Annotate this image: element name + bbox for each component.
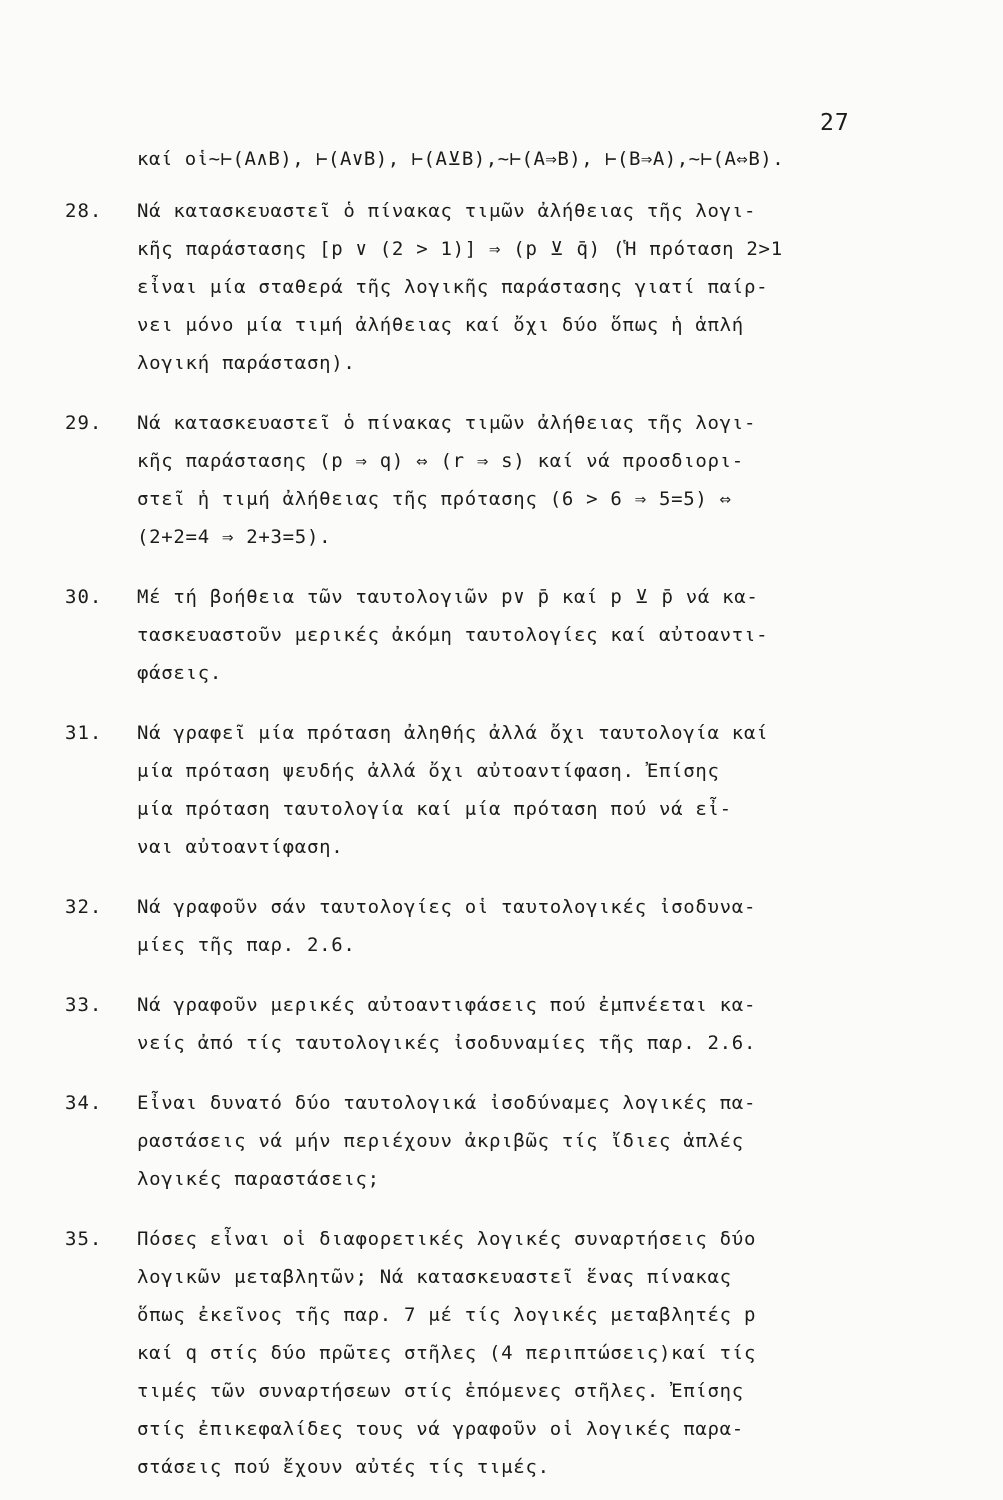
exercise-line: νείς ἀπό τίς ταυτολογικές ἰσοδυναμίες τῆς παρ. 2.6. [137, 1032, 757, 1054]
exercise-35 [65, 1220, 880, 1486]
exercise-line: κῆς παράστασης [p ∨ (2 > 1)] ⇒ (p ⊻ q̄) (Ἡ πρόταση 2>1 [137, 238, 783, 260]
exercise-line: Εἶναι δυνατό δύο ταυτολογικά ἰσοδύναμες λογικές πα- [137, 1092, 757, 1114]
exercise-line: τιμές τῶν συναρτήσεων στίς ἑπόμενες στῆλες. Ἐπίσης [137, 1380, 744, 1402]
exercise-29 [65, 404, 880, 556]
exercise-list [65, 140, 880, 1486]
exercise-32 [65, 888, 880, 964]
exercise-text [137, 578, 880, 692]
exercise-28 [65, 192, 880, 382]
exercise-line: Πόσες εἶναι οἱ διαφορετικές λογικές συναρτήσεις δύο [137, 1228, 757, 1250]
exercise-line: τασκευαστοῦν μερικές ἀκόμη ταυτολογίες καί αὐτοαντι- [137, 624, 769, 646]
exercise-line: μία πρόταση ταυτολογία καί μία πρόταση πού νά εἶ- [137, 798, 732, 820]
exercise-number: 28. [65, 200, 103, 222]
exercise-line: καί q στίς δύο πρῶτες στῆλες (4 περιπτώσεις)καί τίς [137, 1342, 757, 1364]
exercise-number: 31. [65, 722, 103, 744]
exercise-line: μίες τῆς παρ. 2.6. [137, 934, 356, 956]
exercise-line: φάσεις. [137, 662, 222, 684]
exercise-number: 29. [65, 412, 103, 434]
exercise-line: Νά γραφεῖ μία πρόταση ἀληθής ἀλλά ὄχι ταυτολογία καί [137, 722, 769, 744]
exercise-34 [65, 1084, 880, 1198]
exercise-text [137, 404, 880, 556]
exercise-line: Νά γραφοῦν μερικές αὐτοαντιφάσεις πού ἐμπνέεται κα- [137, 994, 757, 1016]
exercise-line: Νά κατασκευαστεῖ ὁ πίνακας τιμῶν ἀλήθειας τῆς λογι- [137, 412, 757, 434]
exercise-text [137, 986, 880, 1062]
exercise-line: Νά γραφοῦν σάν ταυτολογίες οἱ ταυτολογικές ἰσοδυνα- [137, 896, 757, 918]
exercise-line: μία πρόταση ψευδής ἀλλά ὄχι αὐτοαντίφαση. Ἐπίσης [137, 760, 720, 782]
exercise-line: (2+2=4 ⇒ 2+3=5). [137, 526, 332, 548]
exercise-line: στεῖ ἡ τιμή ἀλήθειας τῆς πρότασης (6 > 6 ⇒ 5=5) ⇔ [137, 488, 732, 510]
exercise-line: ραστάσεις νά μήν περιέχουν ἀκριβῶς τίς ἴδιες ἁπλές [137, 1130, 744, 1152]
exercise-number: 32. [65, 896, 103, 918]
exercise-number: 30. [65, 586, 103, 608]
exercise-text [137, 1220, 880, 1486]
exercise-line: εἶναι μία σταθερά τῆς λογικῆς παράστασης γιατί παίρ- [137, 276, 769, 298]
exercise-30 [65, 578, 880, 692]
exercise-line: λογικές παραστάσεις; [137, 1168, 380, 1190]
exercise-31 [65, 714, 880, 866]
exercise-line: νει μόνο μία τιμή ἀλήθειας καί ὄχι δύο ὅπως ἡ ἁπλή [137, 314, 744, 336]
exercise-line: Νά κατασκευαστεῖ ὁ πίνακας τιμῶν ἀλήθειας τῆς λογι- [137, 200, 757, 222]
exercise-text [137, 1084, 880, 1198]
exercise-text [137, 714, 880, 866]
exercise-number: 34. [65, 1092, 103, 1114]
exercise-text [137, 888, 880, 964]
page-number: 27 [820, 110, 850, 136]
exercise-line: κῆς παράστασης (p ⇒ q) ⇔ (r ⇒ s) καί νά προσδιορι- [137, 450, 744, 472]
exercise-line: Μέ τή βοήθεια τῶν ταυτολογιῶν p∨ p̄ καί p ⊻ p̄ νά κα- [137, 586, 759, 608]
exercise-line: ὅπως ἐκεῖνος τῆς παρ. 7 μέ τίς λογικές μεταβλητές p [137, 1304, 757, 1326]
exercise-33 [65, 986, 880, 1062]
exercise-line: λογική παράσταση). [137, 352, 356, 374]
exercise-line: στίς ἐπικεφαλίδες τους νά γραφοῦν οἱ λογικές παρα- [137, 1418, 744, 1440]
intro-line: καί οἱ~⊢(Α∧Β), ⊢(Α∨Β), ⊢(Α⊻Β),~⊢(Α⇒Β), ⊢(Β⇒Α),~⊢(Α⇔Β). [137, 148, 785, 170]
exercise-text [137, 192, 880, 382]
exercise-number: 35. [65, 1228, 103, 1250]
exercise-line: ναι αὐτοαντίφαση. [137, 836, 344, 858]
exercise-line: λογικῶν μεταβλητῶν; Νά κατασκευαστεῖ ἕνας πίνακας [137, 1266, 732, 1288]
exercise-number: 33. [65, 994, 103, 1016]
exercise-line: στάσεις πού ἔχουν αὐτές τίς τιμές. [137, 1456, 550, 1478]
